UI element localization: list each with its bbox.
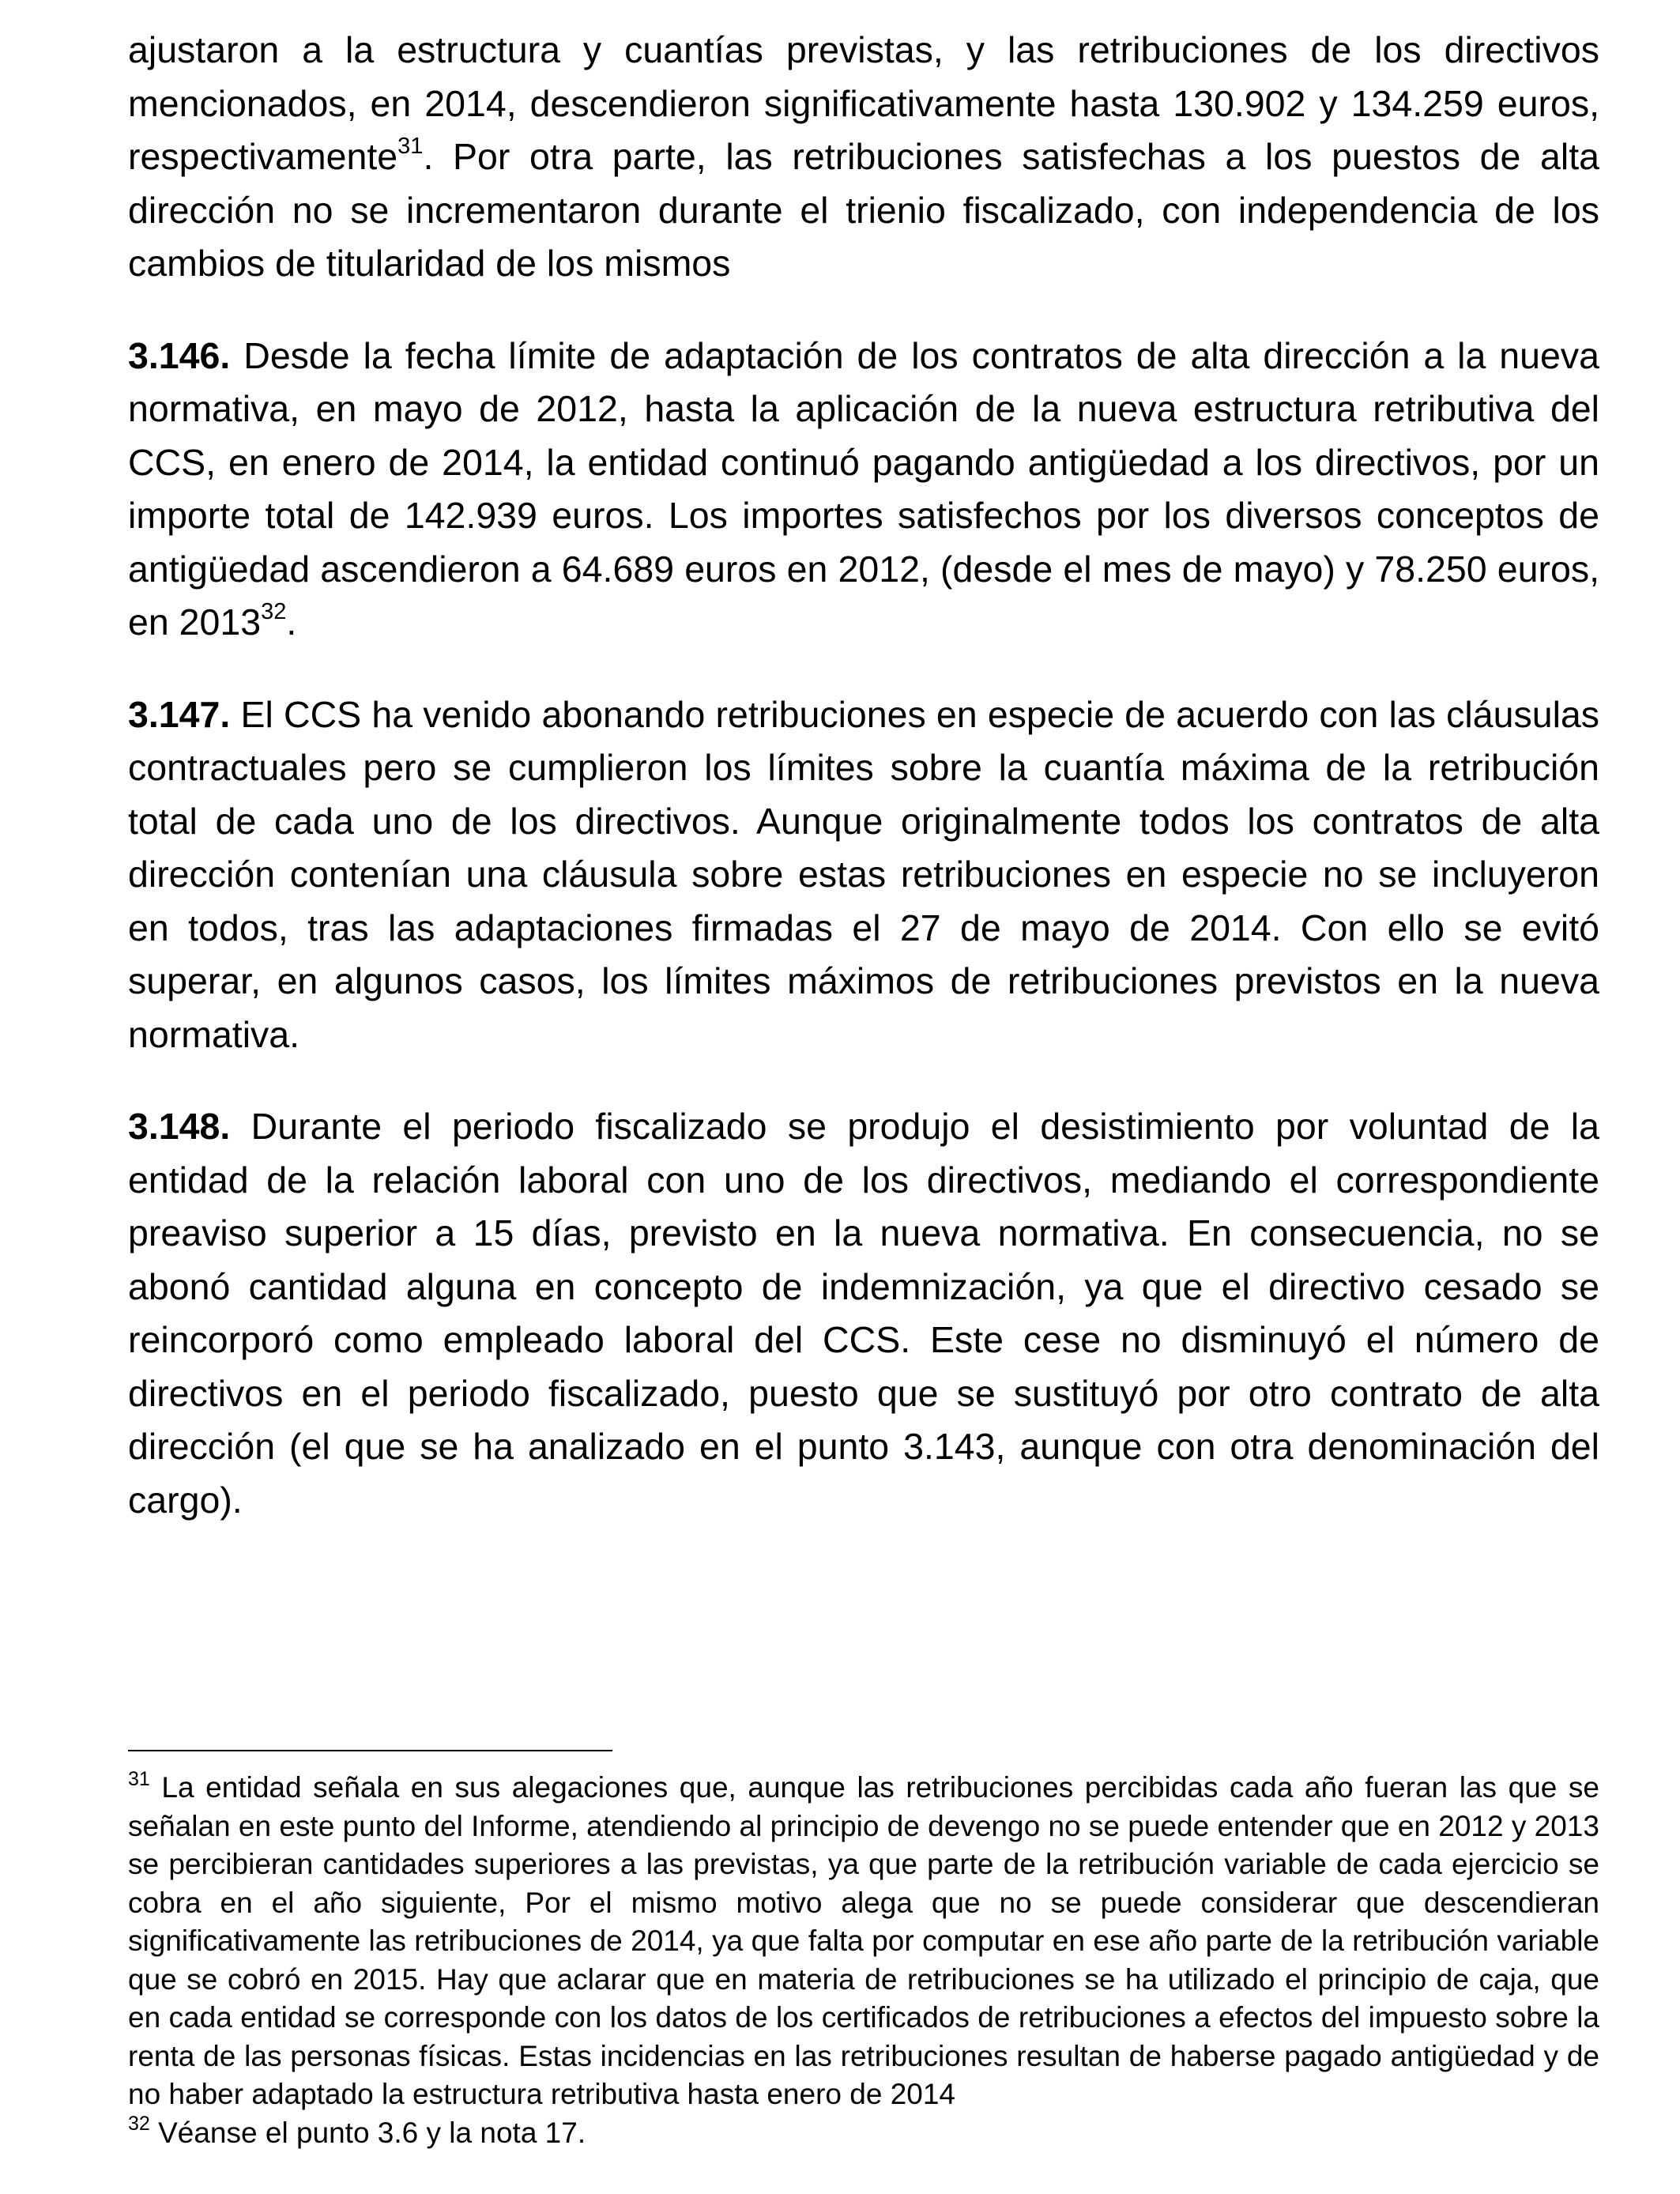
paragraph-number: 3.148.: [128, 1106, 231, 1147]
footnote-reference-32[interactable]: 32: [261, 598, 287, 624]
document-body: [128, 24, 1599, 1527]
footnotes-section: [128, 1769, 1599, 2152]
paragraph-3-147: [128, 688, 1599, 1062]
paragraph-text: Durante el periodo fiscalizado se produjo el desistimiento por voluntad de la entidad de la relación laboral con uno de los directivos, mediando el correspondiente preaviso superior a 15 días, previsto en la nueva normativa. En consecuencia, no se abonó cantidad alguna en concepto de indemnización, ya que el directivo cesado se reincorporó como empleado laboral del CCS. Este cese no disminuyó el número de directivos en el periodo fiscalizado, puesto que se sustituyó por otro contrato de alta dirección (el que se ha analizado en el punto 3.143, aunque con otra denominación del cargo).: [128, 1106, 1599, 1521]
paragraph-text: ajustaron a la estructura y cuantías previstas, y las retribuciones de los directivos mencionados, en 2014, descendieron significativamente hasta 130.902 y 134.259 euros, respectivamente: [128, 29, 1599, 177]
paragraph-3-148: [128, 1100, 1599, 1527]
paragraph-text-after-reference: .: [286, 601, 297, 643]
footnote-text: Véanse el punto 3.6 y la nota 17.: [158, 2116, 586, 2149]
paragraph-3-146: [128, 330, 1599, 650]
footnote-marker: 31: [128, 1767, 150, 1790]
footnote-marker: 32: [128, 2113, 150, 2136]
paragraph-number: 3.146.: [128, 334, 231, 376]
paragraph-continuation: [128, 24, 1599, 291]
footnote-separator: [128, 1750, 612, 1751]
paragraph-number: 3.147.: [128, 693, 231, 735]
footnote-reference-31[interactable]: 31: [397, 133, 424, 159]
paragraph-text: Desde la fecha límite de adaptación de los contratos de alta dirección a la nueva normativa, en mayo de 2012, hasta la aplicación de la nueva estructura retributiva del CCS, en enero de 2014, la entidad continuó pagando antigüedad a los directivos, por un importe total de 142.939 euros. Los importes satisfechos por los diversos conceptos de antigüedad ascendieron a 64.689 euros en 2012, (desde el mes de mayo) y 78.250 euros, en 2013: [128, 334, 1599, 643]
paragraph-text: El CCS ha venido abonando retribuciones en especie de acuerdo con las cláusulas contractuales pero se cumplieron los límites sobre la cuantía máxima de la retribución total de cada uno de los directivos. Aunque originalmente todos los contratos de alta dirección contenían una cláusula sobre estas retribuciones en especie no se incluyeron en todos, tras las adaptaciones firmadas el 27 de mayo de 2014. Con ello se evitó superar, en algunos casos, los límites máximos de retribuciones previstos en la nueva normativa.: [128, 693, 1600, 1055]
footnote-32: [128, 2114, 1599, 2153]
footnote-text: La entidad señala en sus alegaciones que, aunque las retribuciones percibidas cada año fueran las que se señalan en este punto del Informe, atendiendo al principio de devengo no se puede entender que en 2012 y 2013 se percibieran cantidades superiores a las previstas, ya que parte de la retribución variable de cada ejercicio se cobra en el año siguiente, Por el mismo motivo alega que no se puede considerar que descendieran significativamente las retribuciones de 2014, ya que falta por computar en ese año parte de la retribución variable que se cobró en 2015. Hay que aclarar que en materia de retribuciones se ha utilizado el principio de caja, que en cada entidad se corresponde con los datos de los certificados de retribuciones a efectos del impuesto sobre la renta de las personas físicas. Estas incidencias en las retribuciones resultan de haberse pagado antigüedad y de no haber adaptado la estructura retributiva hasta enero de 2014: [128, 1771, 1600, 2110]
footnote-31: [128, 1769, 1599, 2114]
paragraph-text-after-reference: . Por otra parte, las retribuciones satisfechas a los puestos de alta dirección no se incrementaron durante el trienio fiscalizado, con independencia de los cambios de titularidad de los mismos: [128, 136, 1599, 284]
